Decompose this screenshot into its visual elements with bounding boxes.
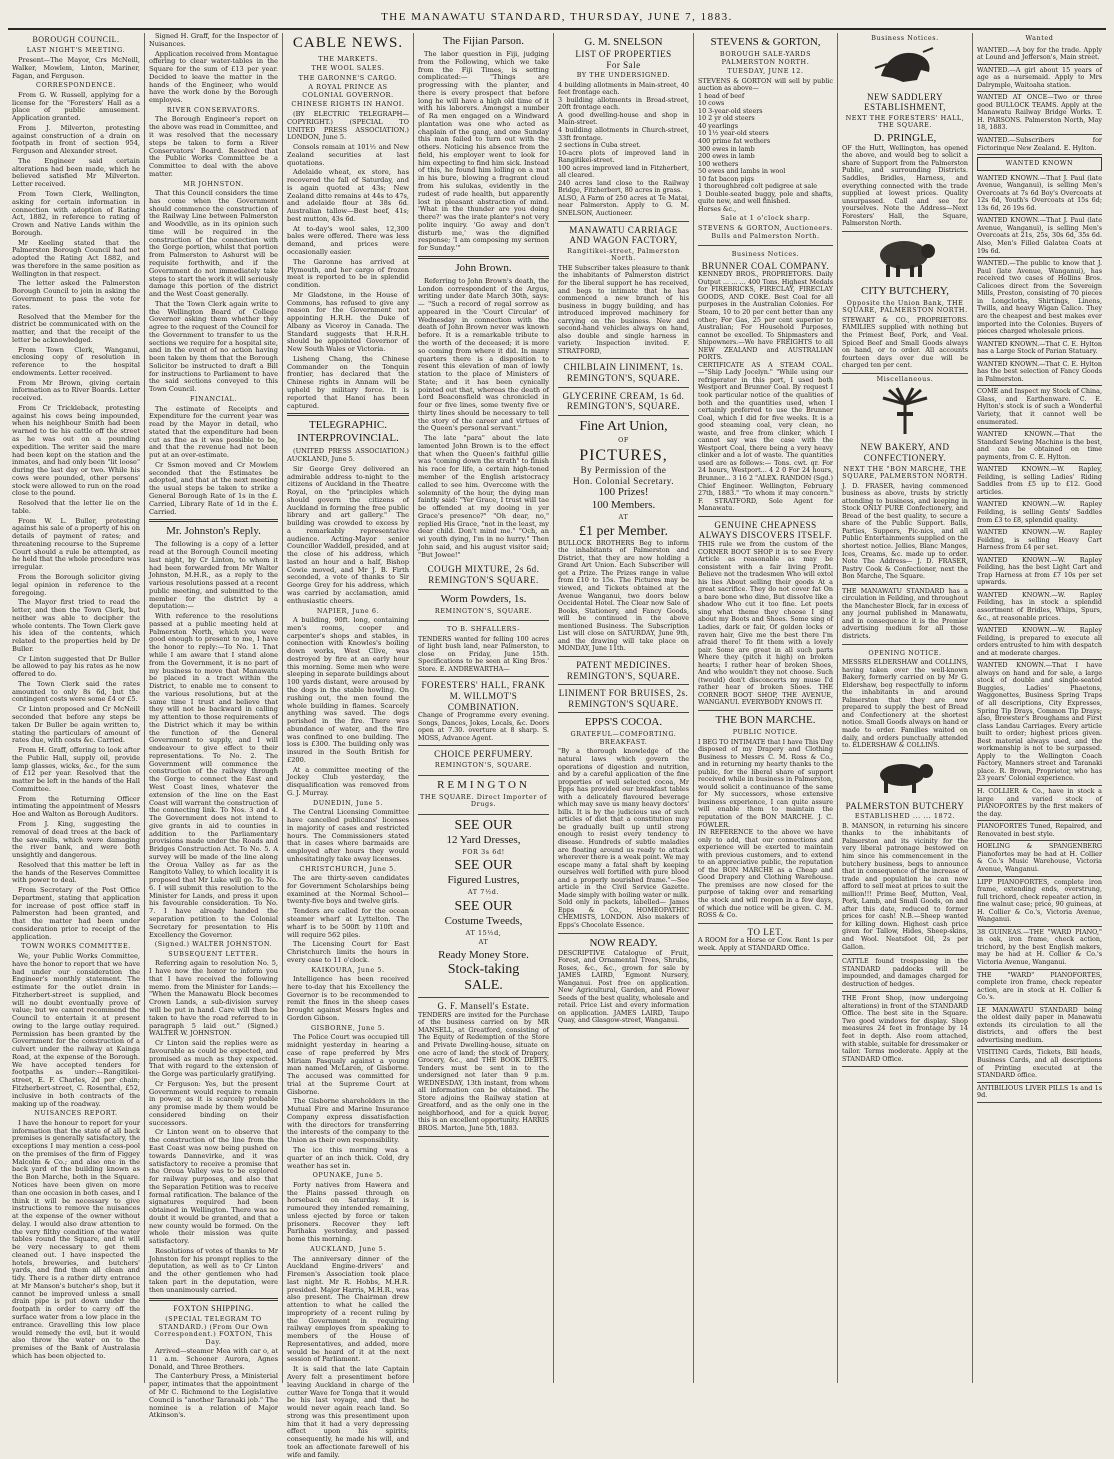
ad-body: BULLOCK BROTHERS Beg to inform the inhabitants of Palmerston and District, that they are now holding a Grand Art Union. Each Subscriber will get a Prize. The Prizes range in value from £10 to 15s. The Pictures may be viewed, and Tickets obtained at the Avenue Wanganui, two doors below Occidental Hotel. The Clear now Sale of Books, Stationery, and Fancy Goods, will be continued in the above mentioned Business. The Subscription List will close on SATURDAY, June 9th, and the drawing will take place on MONDAY, June 11th.: [558, 538, 689, 653]
paragraph: Lisheng Chang, the Chinese Commander on the Tonquin frontier, has declared that the Chinese rights in Annam will be upheld by military force. It is reported that Hanoi has been captured.: [287, 354, 409, 410]
section-label: Business Notices.: [731, 250, 800, 259]
paragraph: The Borough Engineer's report on the above was read in Committee, and it was resolved that the necessary steps be taken to form a River Conservators' Board. Resolved that the Public Works Committee be a Committee to deal with the above matter.: [149, 115, 278, 178]
ad-subtitle: NEXT THE FORESTERS' HALL, THE SQUARE.: [845, 113, 965, 130]
list-item: 1 thoroughbred colt pedigree at sale: [698, 182, 818, 191]
paragraph: From W. L. Buller, protesting against his sale of a property of his on details of payment of rates; and threatening recourse to the Supreme Court should a rule be attempted, as he held that the whole procedure was irregular.: [12, 516, 141, 572]
paragraph: The Police Court was occupied till midnight yesterday in hearing a case of rape preferred by Mrs Miriam Pasqualy against a young man named McLaren, of Gisborne. The accused was committed for trial at the Supreme Court at Gisborne.: [287, 1033, 409, 1096]
ad-text: COUGH MIXTURE, 2s 6d. REMINGTON'S SQUARE.: [427, 564, 540, 586]
ad-subtitle: Opposite the Union Bank, THE SQUARE, PALMERSTON NORTH.: [842, 298, 968, 315]
section-label: Wanted: [1025, 34, 1054, 42]
paragraph: From the Returning Officer intimating the appointment of Messrs Hoe and Walton as Borough Auditors.: [12, 794, 140, 819]
column-cable-news: [283, 33, 414, 1459]
wanted-item: WANTED KNOWN.—That C. E. Hylton has a Large Stock of Parian Statuary.: [977, 339, 1102, 359]
ad-line: Hon. Colonial Secretary.: [573, 475, 674, 486]
ad-line: PICTURES,: [579, 446, 668, 464]
list-item: 40 yearlings: [698, 121, 738, 130]
section-label: TOWN WORKS COMMITTEE.: [21, 942, 131, 951]
wanted-item: WANTED.—The public to know that J. Paul (late Avenue, Wanganui), has received two cases of Hollins Bros. Calicoes direct from the Sovereign Mills, Preston, consisting of 70 pieces in Longcloths, Shirtings, Linens, Twills, and heavy Wigan Calico. They are the cheapest and best makes ever imported into the Colonies. Buyers of pieces charged wholesale prices.: [977, 258, 1102, 338]
wanted-item: PIANOFORTES Tuned, Repaired, and Renovated in best style.: [977, 821, 1102, 841]
paragraph: From Secretary of the Post Office Department, stating that application for increase of post office staff in Palmerston had been granted, and that the matter had been under consideration prior to receipt of the application.: [12, 886, 140, 941]
subheading: THE MARKETS.: [318, 54, 378, 63]
list-item: 400 prime fat wethers: [698, 136, 771, 145]
list-item: 1 head of beef: [698, 91, 745, 100]
wanted-item: WANTED KNOWN.—That the Standard Sewing Machine is the best, and can be obtained on time payments, from C. E. Hylton.: [977, 429, 1102, 464]
paragraph: The Mayor first tried to read the letter, and then the Town Clerk, but neither was able to decipher the whole contents. The Town Clerk gave his idea of the contents, which related to the properties held by Dr Buller.: [12, 598, 140, 653]
ad-text: PATENT MEDICINES. REMINGTON'S, SQUARE.: [566, 659, 681, 681]
wanted-item: WANTED.—Subscribers for Fictorinque New Zealand. E. Hylton.: [977, 135, 1102, 155]
wanted-item: VISITING Cards, Tickets, Bill heads, Business Cards, and all descriptions of Printing executed at the STANDARD office.: [977, 1047, 1102, 1082]
wanted-item: 38 GUINEAS.—THE "WARD PIANO," in oak, iron frame, check action, trichord, by the best English makers, may be had at H. Collier & Co.'s Victoria Avenue, Wanganui.: [977, 927, 1102, 970]
list-item: 240 acres land close to the Railway Bridge, Fitzherbert, 80 acres in grass.: [558, 178, 689, 195]
ad-line: 12 Yard Dresses,: [446, 833, 521, 846]
dateline: GISBORNE, June 5.: [310, 1023, 386, 1032]
paragraph: At a committee meeting of the Jockey Club yesterday, the disqualification was removed from G. J. Murray.: [287, 765, 409, 797]
paragraph: From J. Milverton, protesting against construction of a drain on footpath in front of section 954, Ferguson and Alexander street.: [12, 123, 140, 156]
section-label: MR JOHNSTON.: [183, 179, 244, 188]
paragraph: Forty natives from Hawera and the Plains passed through on horseback on Saturday. It is rumoured they intended remaining, unless ejected by force or taken prisoners. Recover they left Parihaka yesterday, and passed home this morning.: [287, 1180, 409, 1244]
paragraph: Resolved that this matter be left in the hands of the Reserves Committee with power to deal.: [12, 860, 140, 885]
dateline: AUCKLAND, June 5.: [310, 1244, 386, 1253]
paragraph: Cr Ssmon moved and Cr Mowlem seconded that the Estimates be adopted, and that at the next meeting the usual steps be taken to strike a General Borough Rate of 1s in the £. Carried, Library Rate of 1d in the £. Carried.: [149, 460, 278, 516]
advertisement-snelson: [558, 33, 689, 222]
ad-line: OF: [618, 435, 629, 444]
ad-title: OPENING NOTICE.: [868, 648, 942, 657]
ad-line: Ready Money Store.: [438, 949, 529, 962]
list-item: 1 Double-seated buggy, pole and shafts, quite new, and well finished.: [698, 189, 833, 206]
wanted-item: WANTED KNOWN.—That C. E. Hylton has the best selection of Fancy Goods in Palmerston.: [977, 359, 1102, 387]
subheading: CHINESE RIGHTS IN HANOI.: [291, 100, 405, 109]
advertisement-liniment: [558, 685, 689, 713]
list-item: A good dwelling-house and shop in Main-street.: [558, 110, 689, 127]
paragraph: Arrived—steamer Mea with car o, at 11 a.m. Schooner Aurora, Agnes Donald, and Three Brothers.: [149, 1347, 278, 1371]
masthead: THE MANAWATU STANDARD, THURSDAY, JUNE 7, 1883.: [8, 6, 1106, 30]
advertisement-mansell-estate: [418, 998, 549, 1136]
ad-body: CATTLE found trespassing in the STANDARD paddocks will be impounded, and damages charged for destruction of hedges.: [842, 957, 968, 988]
list-item: 2 sections in Cuba street.: [558, 141, 641, 150]
list-item: 100 wethers: [698, 159, 739, 168]
paragraph: I have the honour to report for your information that the state of all back premises is generally satisfactory, the exceptions I may mention a cess-pool on the premises of the firm of Figgey Malcolm & Co.; and also one in the back yard of the building known as the Bon Marche, both in the Square. Notices have been given on more than one occasion in both cases, and I think it will be necessary to give instructions to remove the nuisances at the expense of the owner without delay. I would also draw attention to the very filthy condition of the water tables round the Square, and it will be very necessary to get them cleaned out. I have inspected the hotels, breweries, and butchers' yards, and find them all clean and tidy. There is a rather dirty entrance at Mr Manson's butcher's shop, but it cannot be improved unless a small drain pipe is put down under the footpath in order to carry off the surface water from a low place in the entrance. Gravelling this low place would remedy the evil, but it would also throw the water on to the premises of the Bank of Australasia which has been objected to.: [12, 1118, 140, 1360]
list-item: 200 ewes in lamb: [698, 152, 755, 161]
list-item: 100 acres improved land in Fitzherbert, all cleared.: [558, 163, 689, 180]
ad-subtitle: BOROUGH SALE-YARDS PALMERSTON NORTH.: [719, 49, 812, 66]
paragraph: Resolved that the letter lie on the table.: [12, 499, 140, 515]
paragraph: Cr Linton suggested that Dr Buller be allowed to pay his rates as he now offered to do.: [12, 654, 140, 679]
list-item: 10 3-year-old steers: [698, 106, 763, 115]
ad-body: STEVENS & GORTON will sell by public auction as above—: [698, 76, 833, 93]
paragraph: At to-day's wool sales, 12,300 bales were offered. There was less demand, and prices were occasionally easier.: [287, 224, 409, 256]
column-snelson: [554, 33, 694, 1383]
ad-subtitle: REMINGTON'S, SQUARE.: [434, 761, 533, 770]
signature: (Signed.) WALTER JOHNSTON.: [154, 940, 273, 949]
advertisement-art-union: [558, 416, 689, 657]
wanted-item: WANTED KNOWN.—That J. Paul (late Avenue, Wanganui), is selling Men's Overcoats at 7s 6d Boy's Overcoats at 12s 6d, Youth's Overcoats at 15s 6d; 13s 6d, 26 19s 6d.: [977, 173, 1102, 216]
wanted-item: ANTIBILIOUS LIVER PILLS 1s and 1s 9d.: [977, 1083, 1102, 1103]
ad-line: SALE.: [464, 978, 503, 994]
advertisement-corner-boot-shop: [698, 517, 833, 711]
advertisement-perfumery: [418, 746, 549, 775]
divider: [418, 256, 549, 259]
ad-line: By Permission of the: [580, 464, 667, 475]
ad-title: Worm Powders, 1s.: [440, 592, 527, 605]
ad-subtitle: THE SQUARE. Direct Importer of Drugs.: [420, 792, 547, 809]
paragraph: The estimate of Receipts and Expenditure for the current year was read by the Mayor in detail, who stated that the expenditure had been cut as fine as it was possible to be, and that the revenue had not been put at an over-estimate.: [149, 404, 278, 460]
wanted-item: WANTED.—A girl about 15 years of age as a nursemaid. Apply to Mrs Dalrymple, Waitoaha station.: [977, 65, 1102, 93]
ad-title: NOW READY.: [589, 936, 658, 949]
paragraph: From G. W. Russell, applying for a license for the "Foresters' Hall as a place of public amusement. Application granted.: [12, 90, 140, 123]
advertisement-cattle-trespass: [842, 955, 968, 992]
paragraph: That the Town Clerk again write to the Wellington Board of College Governor asking them whether they agree to the request of the Council for the Government to transfer to us the sections we require for a hospital site, and in the event of no action having been taken by them that the Borough Solicitor be instructed to draft a Bill for instructions to Parliament to have the said sections conveyed to this Town Council.: [149, 299, 278, 394]
ad-title: G. M. SNELSON: [584, 36, 663, 48]
paragraph: Present—The Mayor, Crs McNeill, Walker, Mowlem, Linton, Mariner, Fagan, and Ferguson.: [12, 55, 140, 80]
dateline: (SPECIAL TELEGRAM TO STANDARD.) (From Our Own Correspondent.) FOXTON, This Day.: [154, 1314, 273, 1346]
wanted-item: WANTED KNOWN.—W. Rapley Feilding, is selling Heavy Cart Harness from £4 per set.: [977, 527, 1102, 555]
paragraph: From Cr Trickleback, protesting against his cows being impounded, when his neighbour Smith had been warned to tie his cattle off the street as he was out on a pounding expedition. The writer said the mare had been kept on the station and the inmates, and had only been "lit loose" during the last day or two. While his cows were pounded, other persons' stock were allowed to run on the road close to the pound.: [12, 403, 140, 498]
paragraph: The Canterbury Press, a Ministerial paper, intimates that the appointment of Mr C. Richmond to the Legislative Council is "another Taranaki job." The nominee is a relation of Major Atkinson's.: [149, 1372, 278, 1420]
column-wanted: [973, 33, 1106, 1383]
ad-body: Change of Programme every evening. Songs, Dances, Jokes, Locals, &c. Doors open at 7.30. overture at 8 sharp. S. MOSS, Advance Agent.: [418, 711, 549, 742]
paragraph: We, your Public Works Committee, have the honor to report that we have had under our consideration the Engineer's monthly statement. The estimate for the outlet drain in Fitzherbert-street is supplied, and will no doubt eventually prove of value; but we cannot recommend the Council to entertain it at present owing to the large outlay required. Permission has been granted by the Government for the construction of a culvert under the railway at Kainga Road, at the expense of the Borough. We have accepted tenders for footpaths as under:—Rangitikei-street, E. F. Charles, 2d per chain; Fitzherbert-street, C. Rosenthal, £52, inclusive in both contracts of the making up of the roadway.: [12, 952, 140, 1108]
advertisement-now-ready: [558, 934, 689, 1029]
ad-subtitle: LIST OF PROPERTIES: [575, 48, 672, 59]
ad-line: AT 15½d,: [465, 928, 502, 937]
paragraph: It is said that the late Captain Avery felt a presentiment before leaving Auckland in charge of the cutter Wave for Tonga that it would be his last voyage, and that he would never again reach land. So strong was this presentiment upon him that it had a very depressing effect upon his spirits; consequently, he made his will, and took an affectionate farewell of his wife and family.: [287, 1365, 409, 1459]
advertisement-to-let: [698, 924, 833, 957]
list-item: 50 ewes and lambs in wool: [698, 167, 786, 176]
ad-title: TO LET.: [747, 926, 784, 937]
wanted-item: HOELING & SPANGENBERG Pianofortes may be had at H. Collier & Co.'s Music Warehouse, Victoria Avenue, Wanganui.: [977, 841, 1102, 876]
column-council-continued: [145, 32, 283, 1420]
ad-body: IN REFERENCE to the above we have only to add, that our connections and experience will be exerted to maintain with previous customers, and to extend to an appreciative public, the reputation of the BON MARCHE as a Cheap and Good Drapery and Clothing Warehouse. The premises are now closed for the purpose of taking over and remarking the stock and will reopen in a few days, of which due notice will be given. C. M. ROSS & Co.: [698, 828, 833, 920]
advertisement-worm-powders: [418, 590, 549, 622]
ad-body: I BEG TO INTIMATE that I have This Day disposed of my Drapery and Clothing Business to Messrs C. M. Ross & Co., and in returning my hearty thanks to the public, for the liberal share of support received while in business in Palmerston, would solicit a continuance of the same for My successors, whose extensive business experience, I can quite assure will enable them to maintain the reputation of the BON MARCHE. J. C. FOWLER.: [698, 737, 833, 829]
paragraph: The ice this morning was a quarter of an inch thick. Cold, dry weather has set in.: [287, 1145, 409, 1170]
list-item: 4 building allotments in Church-street, 33ft frontage.: [558, 126, 689, 142]
ad-body: ALSO, A Farm of 250 acres at Te Matai, near Palmerston. Apply to G. M. SNELSON, Auctioneer.: [558, 193, 689, 218]
ad-line: Stock-taking: [447, 962, 520, 977]
divider: [287, 413, 409, 416]
paragraph: Cr Ferguson: Yes, but the present Government would require to remain in power, as it is scarcely probable any promise made by them would be considered binding on their successors.: [149, 1079, 278, 1127]
section-label: CORRESPONDENCE.: [36, 81, 116, 90]
ad-name: D. PRINGLE,: [873, 131, 937, 144]
ad-title: PALMERSTON BUTCHERY: [845, 800, 965, 811]
dateline: OPUNAKE, June 5.: [312, 1171, 384, 1180]
ad-subtitle: REMINGTON'S, SQUARE.: [434, 606, 533, 615]
ad-text: CHILBLAIN LINIMENT, 1s. REMINGTON'S, SQUARE.: [563, 362, 684, 384]
section-label: FINANCIAL.: [189, 395, 238, 404]
divider: [149, 519, 278, 522]
advertisement-saddlery: [842, 89, 968, 232]
ad-line: Fine Art Union,: [579, 418, 668, 434]
wanted-item: WANTED KNOWN.—That J. Paul (late Avenue, Wanganui), is selling Men's Overcoats at 21s, 25s, 30s 6d, 35s 6d. Also, Men's Filled Galatea Coats at 19s 6d.: [977, 215, 1102, 258]
ad-subtitle: Sale at 1 o'clock sharp.: [720, 214, 811, 223]
ad-title: NEW SADDLERY ESTABLISHMENT,: [864, 91, 946, 113]
paragraph: Resolutions of votes of thanks to Mr Johnston for his prompt replies to the deputation, as well as to Cr Linton and the other gentlemen who had taken part in the deputation, were then unanimously carried.: [149, 1246, 278, 1294]
ad-line: SEE OUR: [454, 858, 513, 874]
column-container: [8, 32, 1106, 1459]
paragraph: Sir George Grey delivered an admirable address to-night to the citizens of Auckland in the Theatre Royal, on the "principles which should govern the citizens of Auckland in forming the free public library and art gallery." The building was crowded to excess by a remarkably representative audience. Acting-Mayor senior Councillor Waddell, presided, and at the close of his address, which lasted an hour and a half, Bishop Cowie moved, and Mr J. B. Firth seconded, a vote of thanks to Sir George Grey for his address, which was carried by acclamation, amid enthusiastic cheers.: [287, 464, 410, 605]
list-item: 10 cows: [698, 99, 725, 108]
advertisement-new-bakery: [842, 439, 968, 584]
paragraph: The Town Clerk said the rates amounted to only 8s 6d, but the contingent costs were some £4 or £5.: [12, 679, 140, 704]
paragraph: Signed H. Graff, for the Inspector of Nuisances.: [149, 32, 278, 48]
ad-body: "By a thorough knowledge of the natural laws which govern the operations of digestion and nutrition, and by a careful application of the fine properties of well selected cocoa, Mr Epps has provided our breakfast tables with a delicately flavoured beverage which may save us many heavy doctors' bills. It is by the judicious use of such articles of diet that a constitution may be gradually built up until strong enough to resist every tendency to disease. Hundreds of subtle maladies are floating around us ready to attack wherever there is a weak point. We may escape many a fatal shaft by keeping ourselves well fortified with pure blood and a properly nourished frame."—See article in the Civil Service Gazette. Made simply with boiling water or milk. Sold only in packets, labelled— James Epps & Co., HOMEOPATHIC CHEMISTS, LONDON. Also makers of Epps's Chocolate Essence.: [558, 747, 689, 929]
wanted-item: THE "WARD" PIANOFORTES, complete iron frame, check repeater action, are in stock at H. Collier & Co.'s.: [977, 970, 1102, 1005]
paragraph: The following is a copy of a letter read at the Borough Council meeting last night, by Cr Linton, to whom it had been forwarded from Mr Walter Johnston, M.H.R., as a reply to the various resolutions passed at a recent public meeting, and submitted to the member for the district by a deputation:—: [149, 540, 278, 611]
advertisement-palmerston-butchery: [842, 798, 968, 955]
bull-icon: [872, 757, 938, 795]
section-label: Business Notices.: [871, 34, 939, 42]
wanted-item: LE MANAWATU STANDARD being the oldest daily paper in Manawatu extends its circulation to all the districts, and offers the best advertising medium.: [977, 1005, 1102, 1048]
ad-body: KENNEDY BROS., PROPRIETORS. Daily Output ... ... ... 400 Tons. Highest Medals for FIREBRICKS, FIRECLAY, FIRECLAY GOODS, AND COKE. Best Coal for all purposes in the Australian Colonies. For Steam, 10 to 20 per cent better than any other; For Gas, 25 per cent superior to Australian; For Household Purposes, cannot be excelled. To Shipmasters and Shipowners.—We have FREIGHTS to all NEW ZEALAND and AUSTRALIAN PORTS.: [698, 270, 833, 362]
ad-subtitle: BY THE UNDERSIGNED.: [576, 71, 671, 80]
ad-subtitle: ESTABLISHED ... ... 1872.: [854, 812, 956, 821]
advertisement-cough-mixture: [418, 561, 549, 589]
paragraph: The late "para" about the late lamented John Brown is to the effect that when the Queen's faithful gillie was "coming down the strath" to finish his race for life, a certain high-toned member of the English aristocracy called to see him. Overcome with the solemnity of the hour, the dying man faintly said: "Yer Grace, I trust will tae be offended at my dooing in yer Grace's presence?" "Oh dear, no," replied His Grace, "not in the least, my dear child. Don't mind me." "Och, an wi youth dying, I'm in no hurry." Then John said, and his august visitor said; "But Jowee!": [418, 434, 549, 559]
paragraph: The are thirty-seven candidates for Government Scholarships being examined at the Normal School—twenty-five boys and twelve girls.: [287, 874, 409, 906]
paragraph: The Garonne has arrived at Plymouth, and her cargo of frozen meat is reported to be in splendid condition.: [287, 257, 409, 290]
advertisement-opening-notice: [842, 645, 968, 754]
list-item: Horses &c.,: [698, 204, 737, 213]
list-item: 10 2 yr old steers: [698, 114, 755, 123]
ad-title: G. F. Mansell's Estate.: [437, 1001, 530, 1012]
article-heading: BOROUGH COUNCIL.: [32, 35, 120, 44]
ad-title: STEVENS & GORTON,: [710, 36, 821, 48]
dateline: (BY ELECTRIC TELEGRAPH—COPYRIGHT.) (SPECIAL TO UNITED PRESS ASSOCIATION.) LONDON, June 5.: [287, 109, 409, 142]
ad-body: THE Front Shop, (now undergoing alterations) in front of the STANDARD Office. The best site in the Square. Two good windows for display. Shop measures 24 feet in frontage by 14 feet in depth. Also room attached, with stable, suitable for dressmaker or tailor. Terms moderate. Apply at the STANDARD Office.: [842, 994, 968, 1063]
list-item: 4 building allotments in Main-street, 40 feet frontage each.: [558, 80, 689, 97]
ad-body: THIS rule we from the custom of the CORNER BOOT SHOP it is to see Every Article as reasonable as may be consistent with a fair living Profit. Believe not the tradesmen Who will extol his lies About selling their goods At a great sacrifice. They do not cover fat On a bare bone who dine, But dissolve like a shadow Who cut it too fine. Let poets sing what theme they choose I sing about my Boots and Shoes. Some sing of Ladies, dark or fair, Of golden locks or raven hair, Give me the best there I'm afraid there! To fit them with a lovely pair. Some are great in all such parts Where they (pitch it high) on broken hearts; I rather hear of broken Shoes, And who wouldn't they not choose. Such (twould) don't disconcerts my muse I'd rather hear of broken Shoes. THE CORNER BOOT SHOP, THE AVENUE, WANGANUI. EVERYBODY KNOWS IT.: [698, 539, 833, 707]
paragraph: With reference to the resolutions passed at a public meeting held at Palmerston North, which you were good enough to present to me, I have the honor to reply:—To No. 1. That while I am aware that I stand alone from the Government, it is no part of my business to move that Manawatu be placed in a tract within the District, to enable me to consent to the various resolutions, but at the same time I trust and believe that they will not be backward in calling my attention to those requirements of the District which it may be within the function of the General Government to supply, and I will endeavour to give effect to their representations. To No. 2. The Government will commence the construction of the railway through the Gorge to connect the East and West Coast lines, whatever the extension of the line on the East Coast will warrant the construction of the connecting link. To Nos. 3 and 4. The Government does not intend to give grants in aid to counties in addition to the Parliamentary provisions made under the Roads and Bridges Construction Act. To No. 5. A survey will be made of the line along the Oroua Valley as far as the Rangitoto Valley, to which locality it is proposed that Mr Luke will go. To No. 6. I will submit this resolution to the Minister for Lands, and press it upon his favourable consideration. To No. 7. I have already handed the separation petition to the Colonial Secretary for presentation to His Excellency the Governor.: [149, 612, 278, 939]
divider: [149, 1298, 278, 1301]
article-heading: FOXTON SHIPPING.: [173, 1303, 254, 1313]
ad-title: NEW BAKERY, AND CONFECTIONERY.: [860, 442, 950, 463]
paragraph: The letter asked the Palmerston Borough Council to join in asking the Government to pass the vote for rates.: [12, 279, 140, 311]
advertisement-epps-cocoa: [558, 713, 689, 933]
wanted-item: LIPP PIANOFORTES, complete iron frame, extending ends, overstrung, full trichord, check repeater action, in fine walnut case; price, 90 guineas, at H. Collier & Co.'s, Victoria Avenue, Wanganui.: [977, 877, 1102, 927]
paragraph: The labor question in Fiji, judging from the Following, which we take from the Fiji Times, is setting complicated:— "Things are progressing with the planter, and there is every prospect that before long he will have a high old time of it with his laborers. Amongst a number of Ra men engaged on a Windward plantation was one who acted as chaplain of the gang, and one Sunday this man failed to turn out with the others. Noticing his absence from the field, his employer went to look for him expecting to find him sick. Instead of this, he found him lolling on a mat in his bure, blowing a fragrant cloud from his sulukas, evidently in the rudest of rude health, but apparently lost in pleasant abstraction of mind. 'What in the thunder are you doing there?' was the irate planter's not very polite inquiry. 'Go away and don't disturb me,' was the dignified response; 'I am composing my sermon for Sunday.'": [418, 49, 549, 253]
article-heading: John Brown.: [455, 261, 512, 274]
wanted-item: COME and Inspect my Stock of China, Glass, and Earthenware. C. E. Hylton's stock is of such a Wonderful Variety, that it cannot well be enumerated.: [977, 386, 1102, 429]
dateline: KAIKOURA, June 5.: [311, 965, 385, 974]
paragraph: Cr Linton went on to observe that the construction of the line from the East Coast was now being pushed on towards Dannevirke, and it was satisfactory to receive a promise that the Oroua Valley was to be explored for railway purposes, and also that the Separation Petition was to receive formal ratification. The balance of the signatures required had been obtained in Wellington. There was no doubt it would be granted, and that a new county would be formed. On the whole their mission was quite satisfactory.: [149, 1128, 278, 1246]
advertisement-chilblain: [558, 359, 689, 387]
wanted-item: WANTED.—A boy for the trade. Apply at Lound and Jefferson's, Main street.: [977, 45, 1102, 65]
ad-subtitle: NEXT THE "BON MARCHE, THE SQUARE, PALMERSTON NORTH.: [842, 464, 968, 481]
paragraph: From Town Clerk, Wanganui, enclosing copy of resolution in reference to the hospital endowments. Letter received.: [12, 345, 140, 377]
ad-text: GLYCERINE CREAM, 1s 6d. REMINGTON'S, SQUARE.: [562, 390, 685, 412]
wanted-item: WANTED KNOWN.—That I have always on hand and for sale, a large stock of double and single-seated Buggies, Ladies' Phaetons, Waggonettes, Business Spring Traps of all descriptions, City Expresses, Spring Tip Drays, Common Tip Drays; also, Brewster's Broughams and First class Landau Carriages. Every article built to order; highest prices given. Best material always used, and the workmanship is not to be surpassed. Apply to the Wellington Coach Factory, Manners street and Taranaki place. R. Brown, Proprietor, who has 23 years' Colonial experience.: [977, 660, 1102, 786]
ad-body: TENDERS wanted for felling 100 acres of light bush land, near Palmerston, to close on Friday, June 15th. Specifications to be seen at King Bros.' Store. E. ANDREWARTHA—: [418, 634, 549, 673]
paragraph: From Mr Brown, giving certain information as to River Boards. Letter received.: [12, 378, 140, 403]
wheatsheaf-icon: [875, 386, 935, 436]
ad-line: 100 Prizes!: [598, 486, 649, 499]
subheading: A ROYAL PRINCE AS COLONIAL GOVERNOR.: [302, 83, 394, 99]
paragraph: A building, 90ft. long, containing men's rooms, cooper and carpenter's shops and stables, in connection with Knowles's boiling down works, West Clive, was destroyed by fire at an early hour this morning. Some men who were sleeping in separate buildings about 100 yards distant, were aroused by the dogs in the stable howling. On rushing out, the men found the whole building in flames. Scarcely anything was saved. The dogs perished in the fire. There was abundance of water, and the fire was confined to one building. The loss is £300. The building only was insured in the South British for £200.: [287, 616, 409, 764]
ad-body: OF the Hutt, Wellington, has opened the above, and would beg to solicit a share of Support from the Palmerston Public, and surrounding Districts. Saddles, Bridles, Harness, and everything connected with the trade supplied at lowest prices. Quality unsurpassed. Call and see for yourselves. Note the Address—Next Foresters' Hall, the Square, Palmerston North.: [842, 143, 968, 228]
wanted-item: WANTED KNOWN.—W. Rapley Feilding, has the best Light Cart and Trap Harness at from £7 10s per set upwards.: [977, 555, 1102, 590]
paragraph: Mr Keeling stated that the Palmerston Borough Council had not adopted the Rating Act 1882, and was therefore in the same position as Wellington in that respect.: [12, 238, 140, 278]
paragraph: Adelaide wheat, ex store, has recovered the fall of Saturday, and is again quoted at 43s; New Zealand ditto remains at 44s to 47s, and adelaide flour at 38s 6d. Australian tallow—Best beef, 41s; best mutton, 43s 6d.: [287, 168, 409, 223]
article-heading: CABLE NEWS.: [292, 35, 404, 51]
wanted-item: WANTED KNOWN.—W. Rapley Feilding, has in stock a splendid assortment of Bridles, Whips, Spurs, &c., at reasonable prices.: [977, 590, 1102, 625]
ad-title: FORESTERS' HALL, FRANK M. WILLMOT'S COMBINATION.: [421, 680, 546, 712]
wanted-item: WANTED KNOWN.—W. Rapley Feilding, is prepared to execute all orders entrusted to him with despatch and at moderate charges.: [977, 625, 1102, 660]
advertisement-stevens-gorton: [698, 33, 833, 246]
section-label: SUBSEQUENT LETTER.: [168, 949, 259, 958]
horse-head-icon: [873, 46, 937, 86]
wanted-item: WANTED KNOWN.—W. Rapley, Feilding, is selling Ladies' Riding Saddles from £5 up to £12. Good articles.: [977, 464, 1102, 499]
advertisement-standard-circulation: [842, 585, 968, 645]
paragraph: Application received from Montague offering to clear water-tables in the Square for the sum of £13 per year. Decided to leave the matter in the hands of the Engineer, who would have the work done by the Borough employes.: [149, 49, 278, 105]
ad-body: A ROOM for a Horse or Cow. Rent 1s per week. Apply at STANDARD Office.: [698, 936, 833, 952]
paragraph: From the Borough solicitor giving legal opinion in reference to the foregoing.: [12, 573, 140, 597]
paragraph: The anniversary dinner of the Auckland Engine-drivers' and Firemen's Association took place last night. Mr R. Hobbs, M.H.R. presided. Major Harris, M.H.R., was also present. The Chairman drew attention to what he called the impropriety of a recent ruling by the Government in requiring railway employes from speaking to members of the House of Representatives, and added, more would be heard of it at the next session of Parliament.: [287, 1254, 409, 1364]
paragraph: That this Council considers the time has come when the Government should commence the construction of the Railway Line between Palmerston and Woodville, as in its opinion such time will be required in the construction of the connection with the Gorge portion, whilst that portion from Palmerston to Ashurst will be requisite forthwith, and if the Government do not immediately take steps to start the work it will seriously damage this portion of the district and the West Coast generally.: [149, 189, 278, 299]
column-stevens-gorton: [694, 33, 838, 1383]
ad-title: REMINGTON: [437, 778, 530, 791]
wanted-item: H. COLLIER & Co., have in stock a large and varied stock of PIANOFORTES by the first makers of the day.: [977, 786, 1102, 821]
list-item: 10-acre plots of improved land in Rangitikei-street.: [558, 148, 689, 165]
ad-body: THE Subscriber takes pleasure to thank the inhabitants of Palmerston district for the liberal support he has received, and begs to intimate that he has commenced a new branch of his business in buggy building, and has introduced improved machinery for carrying on the business. New and second-hand vehicles always on hand, also double and single harness in variety. Inspection invited. F. STRATFORD,: [558, 263, 689, 355]
ad-body: DESCRIPTIVE Catalogue of Fruit, Forest, and Ornamental Trees, Shrubs, Roses, &c., &c., grown for sale by JAMES LAIRD, Egmont Nursery, Wanganui. Post free on application. New Agricultural, Garden, and Flower Seeds of the best quality, wholesale and retail. Price List and every information on application. JAMES LAIRD, Taupo Quay, and Glasgow-street, Wanganui.: [558, 948, 689, 1025]
paragraph: The Licensing Court for East Christchurch limits the hours in every case to 11 o'clock.: [287, 940, 409, 964]
ad-title: GENUINE CHEAPNESS ALWAYS DISCOVERS ITSELF.: [698, 519, 833, 541]
advertisement-brunner-coal: [698, 246, 833, 517]
article-subheading: LAST NIGHT'S MEETING.: [26, 46, 126, 55]
list-item: 300 ewes in lamb: [698, 144, 755, 153]
ad-line: Figured Lustres,: [447, 874, 520, 887]
paragraph: Intelligence has been received here to-day that his Excellency the Governor is to be recommended to remit the fines in the sheep cases brought against Messrs Ingles and Gordon Gibson.: [287, 975, 409, 1022]
ad-body: MESSRS ELDERSHAW and COLLINS, having taken over the well-known Bakery, formerly carried on by Mr G. Eldershaw, beg respectfully to inform the inhabitants in and around Palmerston that they are now prepared to supply the best of Bread and Confectionery at the shortest notice. Small Goods always on hand or made to order. Families waited on daily, and orders punctually attended to. ELDERSHAW & COLLINS.: [842, 658, 968, 750]
ad-line: AT 7½d.: [467, 888, 500, 897]
advertisement-remington: [418, 776, 549, 815]
paragraph: Resolved that the Member for the district be communicated with on the matter, and that the receipt of the letter be acknowledged.: [12, 312, 140, 344]
ad-text: LINIMENT FOR BRUISES, 2s. REMINGTON'S SQUARE.: [558, 688, 689, 709]
ad-subtitle: TUESDAY, JUNE 12.: [727, 67, 804, 76]
paragraph: Referring to John Brown's death, the London correspondent of the Argus, writing under date March 30th, says:— "Such a record of regal sorrow as appeared in the 'Court Circular' of Wednesday in connection with the death of John Brown never was known before. It is a remarkable tribute to the worth of the deceased; it is more so coming from where it did. In many quarters there is a disposition to resent this elevation of man of lowly station to the place of Ministers of State; and it has been cynically pointed out that, whereas the death of Lord Beaconsfield was chronicled in four or five lines, some twenty five or thirty lines should be necessary to tell the story of the career and virtues of the Queen's personal servant.": [418, 276, 549, 433]
ad-title: THE BON MARCHE.: [715, 714, 816, 726]
paragraph: The Engineer said certain alterations had been made, which he believed satisfied Mr Milverton. Letter received.: [12, 156, 140, 189]
ad-line: 100 Members.: [591, 499, 656, 512]
section-label: NUISANCES REPORT.: [34, 1109, 118, 1118]
dateline: CHRISTCHURCH, June 5.: [299, 864, 397, 873]
signature: STEVENS & GORTON, Auctioneers. Bulls and Palmerston North.: [698, 224, 833, 240]
advertisement-ready-money-store: [418, 815, 549, 999]
ad-title: CHOICE PERFUMERY.: [434, 749, 533, 760]
advertisement-bushfallers: [418, 621, 549, 677]
dateline: DUNEDIN, June 5.: [313, 798, 383, 807]
article-heading: The Fijian Parson.: [443, 35, 524, 47]
ad-body: THE MANAWATU STANDARD has a circulation in Feilding, and throughout the Manchester Block, far in excess of any journal published in Manawatu, and in consequence it is the Premier advertising medium for all those districts.: [842, 586, 968, 640]
paragraph: From H. Graff, offering to look after the Public Hall, supply oil, provide lamp glasses, wicks, &c., for the sum of £12 per year. Resolved that the matter be left in the hands of the Hall Committee.: [12, 746, 140, 793]
paragraph: Tenders are called for the ocean steamer wharf at Lyttelton. The wharf is to be 500ft by 110ft and will require 562 piles.: [287, 907, 409, 939]
ad-body: CERTIFICATE AS A STEAM COAL.—"Ship Lady Jocelyn." "While using our refrigerator in this port, I used both Westport and Brunner Coal. By request I took particular notice of the qualities of both and the quantities used, when I certainly preferred to use the Brunner Coal, which I did for five weeks. It is a good steaming coal, very clean, no waste, and free from clinker, which I cannot say was the case with the Westport Coal, there being a very heavy clinker and a lot of waste. The quantities used are as follows:— Tons. cwt. qr. For 24 hours, Westport... 4 2 0 For 24 hours, Brunner... 3 16 2 "ALEX. RANDON (Sgd.) Chief Engineer. Wellington, February 27th, 1883." "To whom it may concern." F. STRATFORD, Sole Agent for Manawatu.: [698, 360, 833, 513]
advertisement-foresters-hall: [418, 677, 549, 746]
ad-line: £1 per Member.: [578, 523, 669, 539]
paragraph: Consols remain at 101½ and New Zealand securities at last quotations.: [287, 143, 409, 167]
ad-line: Costume Tweeds,: [444, 914, 523, 927]
paragraph: The Central Licensing Committee have cancelled publicans' licenses in majority of cases and restricted hours. The Commissioners stated that in cases where barmaids are employed after hours they would unhesitatingly take away licenses.: [287, 808, 409, 863]
ad-body: J. D. FRASER, having commenced business as above, trusts by strictly attending to business, and keeping in Stock ONLY PURE Confectionery, and Bread of the best quality, to secure a share of the Public Support. Balls, Parties, Suppers, Pic-nics, and all Public Entertainments supplied on the shortest notice. Jellies, Blanc Manges, Ices, Creams, &c. made up to order. Note The Address— J. D. FRASER, Pastry Cook & Confectioner, next the Bon Marche, The Square.: [842, 481, 968, 581]
paragraph: Mr Gladstone, in the House of Commons, has refused to give any reason for the Government not appointing H.R.H. the Duke of Albany as Viceroy in Canada. The Standard suggests that H.R.H. should be appointed Governor of New South Wales or Victoria.: [287, 290, 409, 354]
paragraph: Cr Linton proposed and Cr McNeill seconded that before any steps be taken Dr Buller be again written to, stating the particulars of amount of rates due, with costs &c. Carried.: [12, 705, 140, 745]
article-heading: Mr. Johnston's Reply.: [166, 525, 261, 538]
list-item: 10 fat bacon pigs: [698, 174, 754, 183]
ad-title: EPPS'S COCOA.: [584, 716, 663, 729]
paragraph: Referring again to resolution No. 5, I have now the honor to inform you that I have received the following memo. from the Minister for Lands:— "When the Manawatu Block becomes Crown Lands, a sub-division survey will be put in hand. Care will then be taken to have the road referred to in paragraph 5 laid out." (Signed.) WALTER W. JOHNSTON.: [149, 959, 278, 1038]
ad-line: FOR 3s 6d!: [462, 847, 505, 856]
section-label: RIVER CONSERVATORS.: [166, 105, 261, 114]
ad-title: MANAWATU CARRIAGE AND WAGON FACTORY,: [569, 224, 678, 246]
advertisement-patent-medicines: [558, 657, 689, 685]
ad-title: CITY BUTCHERY,: [860, 284, 949, 297]
paragraph: From Town Clerk, Wellington, asking for certain information in connection with adoption of Rating Act, 1882, in reference to rating of Crown and Native Lands within the Borough.: [12, 190, 140, 237]
subheading: THE WOOL SALES.: [311, 64, 385, 73]
paragraph: The Gisborne shareholders in the Mutual Fire and Marine Insurance Company express dissatisfaction with the directors for transferring the interests of the company to the Union as their own responsibility.: [287, 1097, 409, 1145]
article-body: [12, 57, 140, 1361]
ad-title: BRUNNER COAL COMPANY.: [701, 260, 830, 271]
column-fijian-parson: [414, 33, 554, 1383]
column-borough-council: [8, 33, 145, 1383]
advertisement-city-butchery: [842, 282, 968, 374]
paragraph: Cr Linton said the replies were as favourable as could be expected, and promised as much as they expected. That with regard to the extension of the Gorge was particularly gratifying.: [149, 1039, 278, 1079]
list-item: 3 building allotments in Broad-street, 20ft frontage each.: [558, 95, 689, 112]
column-business-notices: [838, 33, 973, 1383]
advertisement-glycerine: [558, 388, 689, 416]
subheading: THE GARONNE'S CARGO.: [298, 73, 398, 82]
ad-subtitle: Rangitikei-street, Palmerston North.: [567, 246, 680, 263]
sheep-icon: [870, 235, 940, 279]
advertisement-bon-marche: [698, 711, 833, 924]
ad-body: TENDERS are invited for the Purchase of the business carried on by MR MANSELL, at Greatford, consisting of The Equity of Redemption of the Store and Private Dwelling-house, situate on one acre of land; the stock of Drapery, Grocery, &c., and THE BOOK DEBTS. Tenders must be sent in to the undersigned not later than 9 p.m. WEDNESDAY, 13th instant, from whom all information can be obtained. The Store adjoins the Railway station at Greatford, and as the only one in the neighborhood, and for a quick buyer, this is an excellent opportunity. HARRIS BROS. Marton, June 5th, 1883.: [418, 1010, 549, 1132]
advertisement-carriage-factory: [558, 222, 689, 360]
dateline: (UNITED PRESS ASSOCIATION.) AUCKLAND, June 5.: [287, 447, 409, 463]
ad-subtitle: PUBLIC NOTICE.: [732, 727, 799, 736]
ad-body: B. MANSON, in returning his sincere thanks to the inhabitants of Palmerston and its vicinity for the very liberal patronage bestowed on him since his commencement in the butchery business, begs to announce that in consequence of the increase of trade and population he can now afford to sell meat at prices to suit the million!!! Prime Beef, Mutton, Veal, Pork, Lamb, and Small Goods, on and after this date, reduced to former prices for cash! N.B.—Sheep wanted for killing down. Highest cash price given for Tallow, Hides, Sheep-skins, and Wool. Neatsfoot Oil, 2s per Gallon.: [842, 821, 968, 951]
ad-line: AT: [618, 513, 629, 522]
ad-body: STEWART & CO., PROPRIETORS. FAMILIES supplied with nothing but the Primest Beef, Pork, and Veal. Spiced Beef and Small Goods always on hand, or to order. All accounts fourteen days over due will be charged ten per cent.: [842, 315, 968, 370]
advertisement-front-shop: [842, 992, 968, 1067]
ad-line: AT: [478, 938, 489, 947]
list-item: 10 1½ year-old steers: [698, 129, 769, 138]
ad-line: SEE OUR: [454, 898, 513, 914]
ad-subtitle: GRATEFUL—COMFORTING. BREAKFAST.: [570, 730, 677, 746]
ad-line: SEE OUR: [454, 817, 513, 833]
article-heading: TELEGRAPHIC. INTERPROVINCIAL.: [297, 419, 399, 445]
paragraph: From J. King, suggesting the removal of dead trees at the back of the saw-mills, which were damaging the river bank, and were both unsightly and dangerous.: [12, 819, 140, 860]
dateline: NAPIER, June 6.: [316, 606, 380, 615]
ad-title: TO B. SHFALLERS-: [446, 625, 521, 634]
wanted-item: WANTED AT ONCE—Two or three good BULLOCK TEAMS. Apply at the Manawatu Railway Bridge Works. T. H. PARSONS. Palmerston North, May 18, 1883.: [977, 92, 1102, 135]
wanted-item: WANTED KNOWN.—W. Rapley Feilding, is selling Gents' Saddles from £3 to £8, splendid quality.: [977, 499, 1102, 527]
section-label: Miscellaneous.: [876, 374, 934, 383]
ad-subtitle: For Sale: [606, 59, 641, 70]
section-heading: WANTED KNOWN: [977, 157, 1102, 171]
